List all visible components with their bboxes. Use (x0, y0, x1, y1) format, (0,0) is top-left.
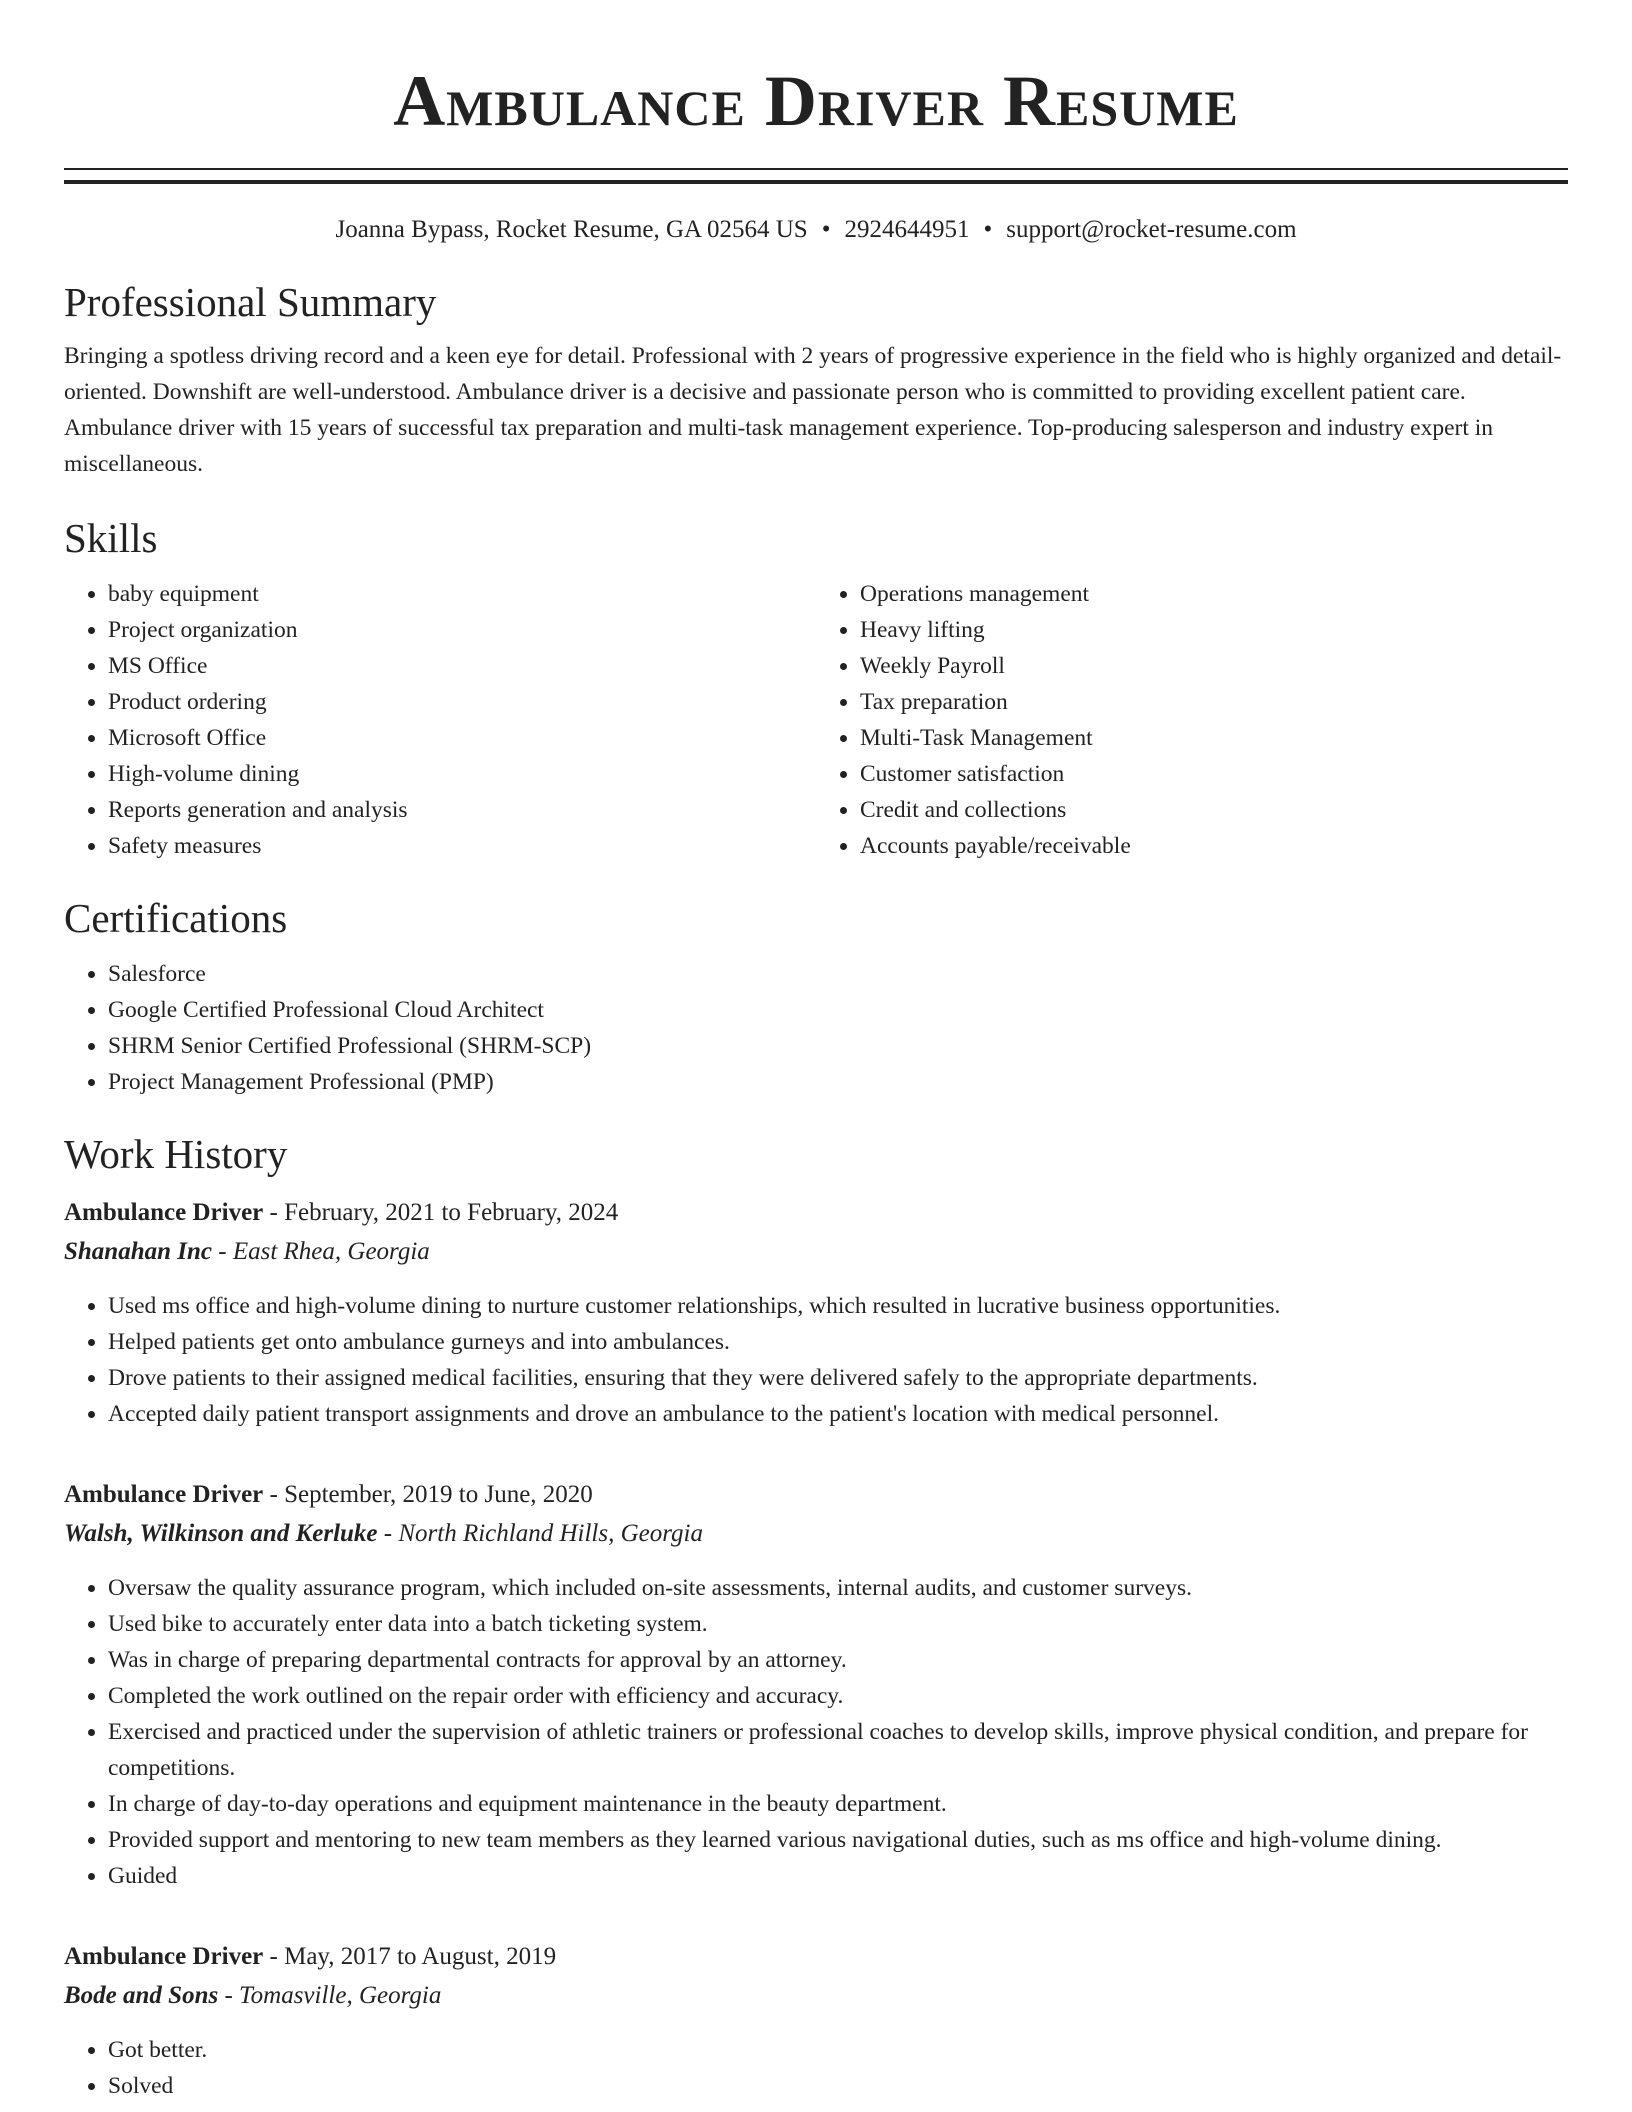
skill-item: • Reports generation and analysis (108, 792, 816, 828)
job-location: - Tomasville, Georgia (218, 1982, 442, 2009)
job-duty: • Used ms office and high-volume dining to nurture customer relationships, which resulted in lucrative business opportunities. (108, 1288, 1568, 1324)
skill-item: • MS Office (108, 648, 816, 684)
title-double-rule (64, 168, 1568, 184)
skill-item: • Project organization (108, 612, 816, 648)
contact-phone: 2924644951 (844, 216, 970, 243)
summary-heading: Professional Summary (64, 279, 437, 325)
job-duty: • Provided support and mentoring to new team members as they learned various navigational duties, such as ms office and high-volume dining. (108, 1822, 1568, 1858)
job-title-line (64, 1194, 1568, 1232)
job-title-line (64, 1938, 1568, 1976)
skill-item: • Accounts payable/receivable (860, 828, 1568, 864)
job-title: Ambulance Driver (64, 1943, 264, 1970)
summary-text: Bringing a spotless driving record and a keen eye for detail. Professional with 2 years of progressive experience in the field who is highly organized and detail-oriented. Downshift are well-understood. Ambulance driver is a decisive and passionate person who is committed to providing excellent patient care. Ambulance driver with 15 years of successful tax preparation and multi-task management experience. Top-producing salesperson and industry expert in miscellaneous. (64, 343, 1562, 477)
certification-item: • Google Certified Professional Cloud Architect (108, 992, 1568, 1028)
contact-email: support@rocket-resume.com (1006, 216, 1297, 243)
skills-left-list (64, 576, 816, 864)
job-dates: - February, 2021 to February, 2024 (263, 1199, 619, 1226)
job-duty: • Solved (108, 2068, 1568, 2104)
contact-separator: • (821, 216, 831, 243)
skill-item: • Credit and collections (860, 792, 1568, 828)
job-title: Ambulance Driver (64, 1481, 264, 1508)
skill-item: • Tax preparation (860, 684, 1568, 720)
job-duty: • Helped patients get onto ambulance gurneys and into ambulances. (108, 1324, 1568, 1360)
job-duty: • Used bike to accurately enter data into a batch ticketing system. (108, 1606, 1568, 1642)
skills-heading: Skills (64, 515, 158, 561)
job-entry (64, 1194, 1568, 1432)
job-duty: • In charge of day-to-day operations and equipment maintenance in the beauty department. (108, 1786, 1568, 1822)
skill-item: • Operations management (860, 576, 1568, 612)
job-duty: • Oversaw the quality assurance program, which included on-site assessments, internal audits, and customer surveys. (108, 1570, 1568, 1606)
job-company: Walsh, Wilkinson and Kerluke (64, 1520, 378, 1547)
job-duties-list (64, 2032, 1568, 2104)
skill-item: • Safety measures (108, 828, 816, 864)
skill-item: • Product ordering (108, 684, 816, 720)
work-history-heading: Work History (64, 1131, 288, 1177)
certification-item: • Project Management Professional (PMP) (108, 1064, 1568, 1100)
job-location: - East Rhea, Georgia (212, 1238, 430, 1265)
contact-line (64, 212, 1568, 248)
job-duty: • Was in charge of preparing departmental contracts for approval by an attorney. (108, 1642, 1568, 1678)
job-duty: • Completed the work outlined on the repair order with efficiency and accuracy. (108, 1678, 1568, 1714)
certification-item: • SHRM Senior Certified Professional (SHRM-SCP) (108, 1028, 1568, 1064)
skill-item: • High-volume dining (108, 756, 816, 792)
skill-item: • Customer satisfaction (860, 756, 1568, 792)
job-company-line (64, 1232, 1568, 1272)
job-dates: - September, 2019 to June, 2020 (263, 1481, 593, 1508)
certification-item: • Salesforce (108, 956, 1568, 992)
job-duty: • Guided (108, 1858, 1568, 1894)
job-duty: • Got better. (108, 2032, 1568, 2068)
job-duty: • Exercised and practiced under the supervision of athletic trainers or professional coaches to develop skills, improve physical condition, and prepare for competitions. (108, 1714, 1568, 1786)
skill-item: • baby equipment (108, 576, 816, 612)
job-company-line (64, 1976, 1568, 2016)
certifications-heading: Certifications (64, 895, 288, 941)
contact-address: Joanna Bypass, Rocket Resume, GA 02564 US (335, 216, 808, 243)
skill-item: • Microsoft Office (108, 720, 816, 756)
job-title: Ambulance Driver (64, 1199, 264, 1226)
job-company-line (64, 1514, 1568, 1554)
job-duties-list (64, 1570, 1568, 1894)
resume-title: Ambulance Driver Resume (393, 61, 1239, 141)
skill-item: • Multi-Task Management (860, 720, 1568, 756)
job-location: - North Richland Hills, Georgia (377, 1520, 703, 1547)
job-entry (64, 1476, 1568, 1894)
job-duty: • Drove patients to their assigned medical facilities, ensuring that they were delivered safely to the appropriate departments. (108, 1360, 1568, 1396)
job-company: Shanahan Inc (64, 1238, 212, 1265)
skill-item: • Weekly Payroll (860, 648, 1568, 684)
skill-item: • Heavy lifting (860, 612, 1568, 648)
job-duty: • Accepted daily patient transport assignments and drove an ambulance to the patient's location with medical personnel. (108, 1396, 1568, 1432)
job-entry (64, 1938, 1568, 2104)
certifications-list (64, 956, 1568, 1100)
contact-separator: • (983, 216, 993, 243)
job-company: Bode and Sons (64, 1982, 219, 2009)
job-duties-list (64, 1288, 1568, 1432)
skills-right-list (816, 576, 1568, 864)
job-title-line (64, 1476, 1568, 1514)
job-dates: - May, 2017 to August, 2019 (263, 1943, 557, 1970)
skills-columns (64, 576, 1568, 864)
